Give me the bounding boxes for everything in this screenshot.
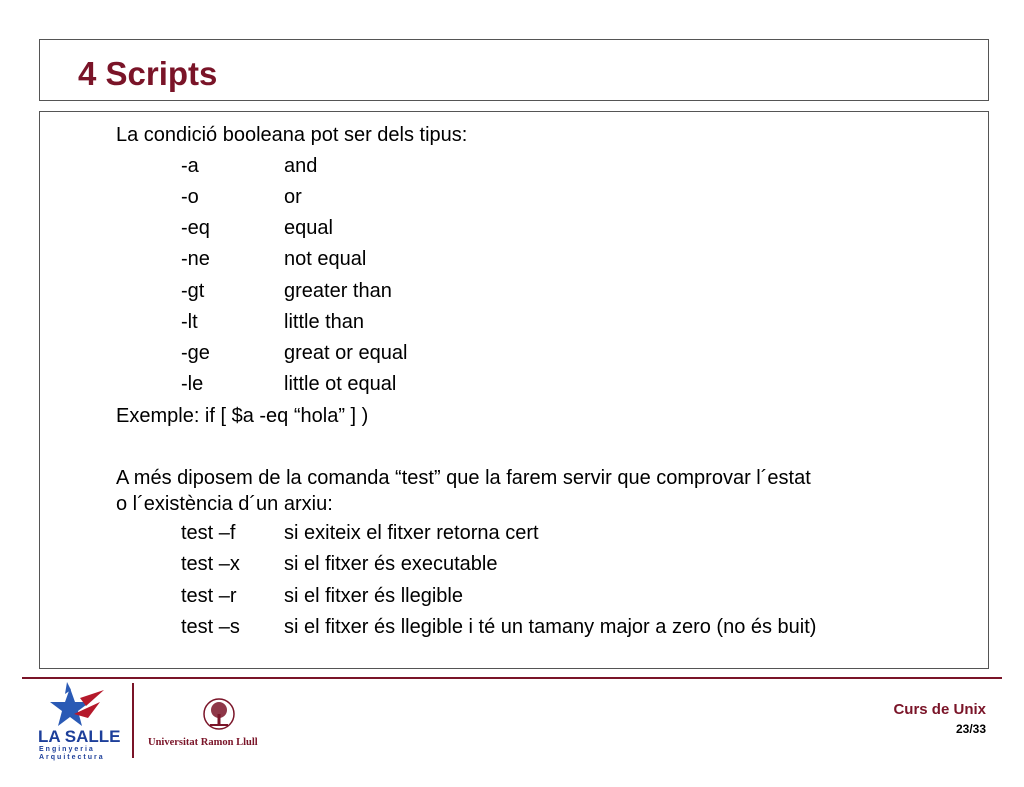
test-description: si el fitxer és llegible <box>284 585 463 607</box>
test-description: si el fitxer és llegible i té un tamany major a zero (no és buit) <box>284 616 817 638</box>
operator-flag: -lt <box>181 311 198 333</box>
footer-divider <box>22 677 1002 679</box>
operator-meaning: greater than <box>284 280 392 302</box>
example-text: Exemple: if [ $a -eq “hola” ] ) <box>116 405 369 427</box>
test-intro-line-2: o l´existència d´un arxiu: <box>116 493 333 515</box>
operator-meaning: or <box>284 186 302 208</box>
operator-flag: -le <box>181 373 204 395</box>
operator-flag: -o <box>181 186 199 208</box>
operator-meaning: great or equal <box>284 342 408 364</box>
operator-meaning: equal <box>284 217 333 239</box>
test-intro-line-1: A més diposem de la comanda “test” que la farem servir que comprovar l´estat <box>116 467 811 489</box>
test-command: test –x <box>181 553 240 575</box>
operator-flag: -ne <box>181 248 210 270</box>
lasalle-name: LA SALLE <box>38 727 121 746</box>
intro-text: La condició booleana pot ser dels tipus: <box>116 124 468 146</box>
slide-title: 4 Scripts <box>78 55 218 92</box>
test-description: si exiteix el fitxer retorna cert <box>284 522 539 544</box>
test-command: test –s <box>181 616 240 638</box>
footer-vertical-separator <box>132 683 134 758</box>
operator-flag: -a <box>181 155 199 177</box>
test-command: test –f <box>181 522 236 544</box>
operator-meaning: not equal <box>284 248 367 270</box>
content-box <box>39 111 989 669</box>
lasalle-logo <box>34 680 128 762</box>
university-name: Universitat Ramon Llull <box>148 737 258 748</box>
operator-flag: -ge <box>181 342 210 364</box>
lasalle-star-icon <box>34 680 128 730</box>
operator-flag: -eq <box>181 217 210 239</box>
operator-meaning: little ot equal <box>284 373 397 395</box>
page-number: 23/33 <box>955 722 986 736</box>
test-description: si el fitxer és executable <box>284 553 498 575</box>
lasalle-sub-1: Enginyeria <box>39 746 95 753</box>
operator-meaning: and <box>284 155 318 177</box>
university-logo <box>148 697 293 747</box>
tree-seal-icon <box>148 697 293 735</box>
lasalle-sub-2: Arquitectura <box>39 754 105 761</box>
test-command: test –r <box>181 585 237 607</box>
operator-flag: -gt <box>181 280 205 302</box>
course-name: Curs de Unix <box>893 701 986 718</box>
title-box <box>39 39 989 101</box>
operator-meaning: little than <box>284 311 365 333</box>
